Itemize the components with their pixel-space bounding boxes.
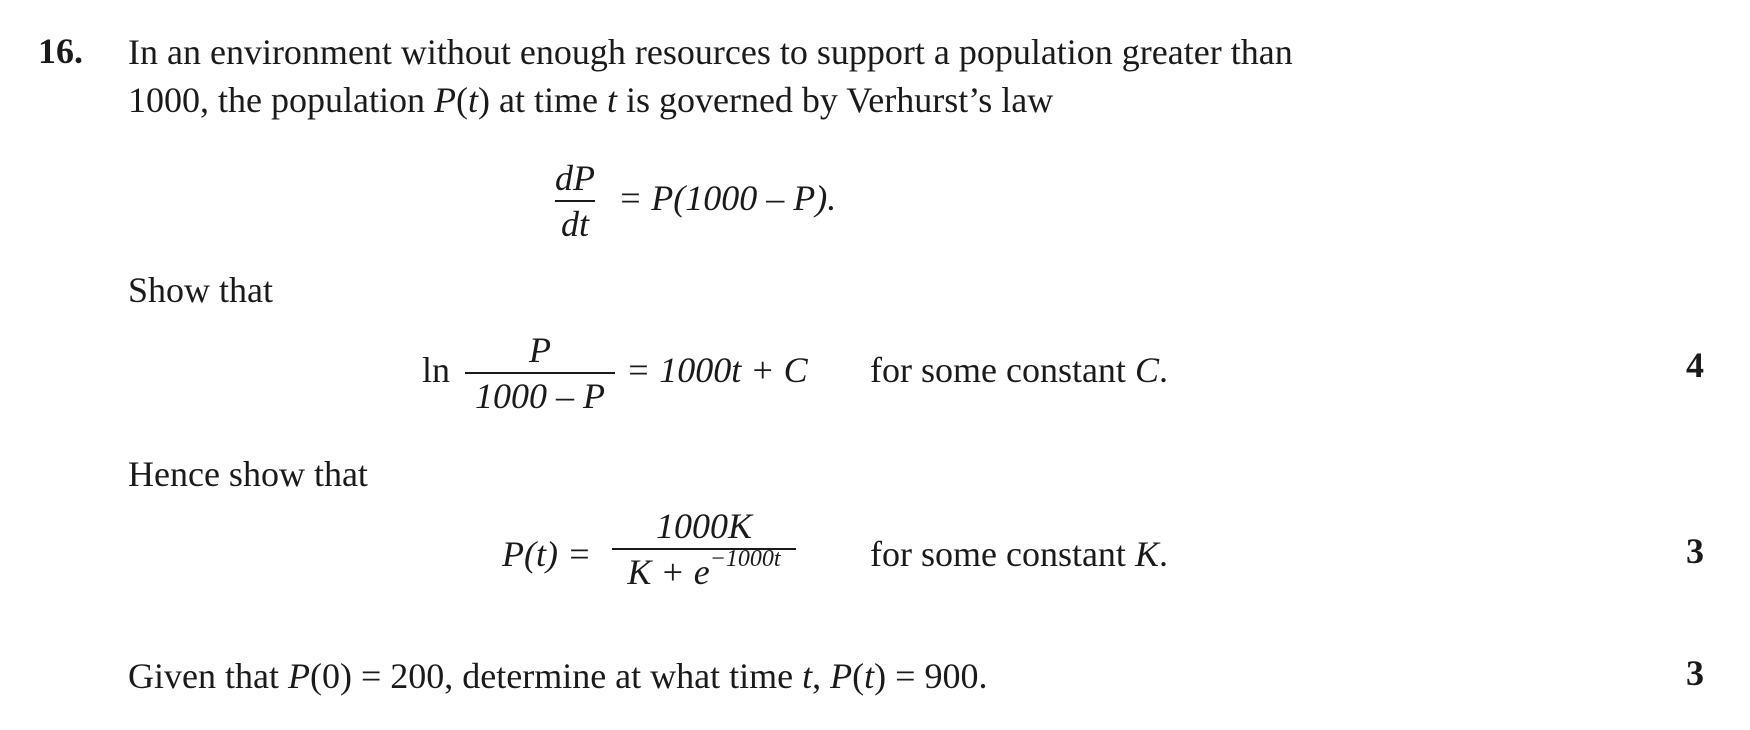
part-3-var-t: t — [802, 656, 813, 696]
part-1-condition-var: C — [1134, 350, 1159, 390]
part-1-prompt: Show that — [128, 270, 274, 310]
part-3-text — [128, 652, 987, 700]
intro-line-2-end: is governed by Verhurst’s law — [616, 80, 1054, 120]
equation-1-numerator: dP — [555, 158, 595, 198]
part-1-condition — [870, 346, 1168, 394]
intro-var-t: t — [467, 80, 478, 120]
part-2-marks: 3 — [1686, 531, 1704, 571]
part-3-var-P-2: P — [830, 656, 853, 696]
intro-paren-open: ( — [455, 80, 468, 120]
part-2-condition-text: for some constant — [870, 534, 1135, 574]
equation-1-denominator: dt — [560, 204, 589, 244]
intro-var-t-2: t — [606, 80, 617, 120]
part-1-condition-end: . — [1158, 350, 1168, 390]
intro-var-P: P — [433, 80, 456, 120]
part-1-fraction-bar — [465, 372, 615, 374]
part-2-fraction — [612, 506, 796, 597]
intro-line-2 — [128, 76, 1053, 124]
part-3-text-2: (0) = 200, determine at what time — [309, 656, 803, 696]
part-1-denominator: 1000 – P — [475, 376, 605, 416]
part-1-rhs: = 1000t + C — [626, 350, 808, 390]
part-1-fraction — [465, 330, 615, 416]
part-2-denominator-exponent: −1000t — [709, 546, 781, 572]
part-1-numerator: P — [529, 330, 551, 370]
part-1-marks: 4 — [1686, 345, 1704, 385]
part-2-lhs: P(t) = — [502, 534, 592, 574]
part-3-text-5: ) = 900. — [874, 656, 988, 696]
part-2-denominator-base: K + e — [627, 552, 710, 592]
intro-paren-close: ) — [477, 80, 490, 120]
intro-line-2-start: 1000, the population — [128, 80, 434, 120]
part-3-var-P: P — [287, 656, 310, 696]
part-3-marks: 3 — [1686, 653, 1704, 693]
equation-1-rhs: = P(1000 – P). — [618, 178, 837, 218]
part-3-text-1: Given that — [128, 656, 288, 696]
intro-line-2-mid: at time — [489, 80, 607, 120]
part-2-condition-end: . — [1158, 534, 1168, 574]
part-3-var-t-2: t — [864, 656, 875, 696]
part-1-condition-text: for some constant — [870, 350, 1135, 390]
question-number: 16. — [38, 31, 83, 71]
equation-1-fraction — [555, 158, 595, 244]
part-3-text-4: ( — [852, 656, 865, 696]
intro-line-1: In an environment without enough resources to support a population greater than — [128, 32, 1293, 72]
part-2-numerator: 1000K — [655, 506, 752, 546]
part-2-denominator — [627, 546, 781, 597]
part-1-ln: ln — [422, 350, 451, 390]
equation-1-fraction-bar — [555, 200, 595, 202]
part-2-condition — [870, 530, 1168, 578]
part-2-condition-var: K — [1134, 534, 1159, 574]
part-3-text-3: , — [812, 656, 831, 696]
part-2-prompt: Hence show that — [128, 454, 368, 494]
